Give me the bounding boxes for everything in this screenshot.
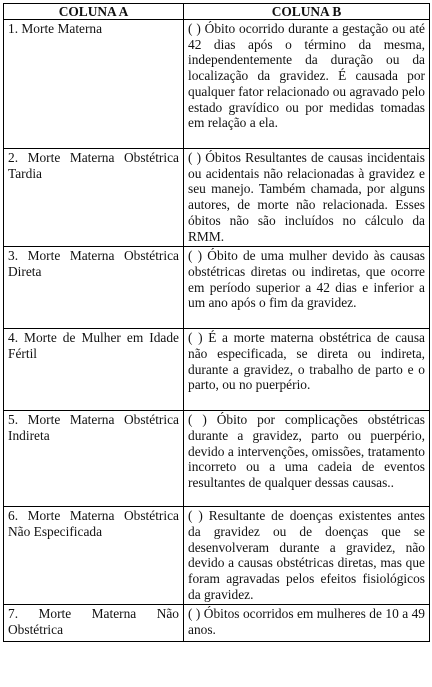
table-row [4,605,430,642]
column-a-term: 1. Morte Materna [4,20,184,149]
table-row [4,411,430,507]
column-b-header: COLUNA B [184,4,430,20]
table-row [4,329,430,411]
column-b-definition: ( ) Óbitos ocorridos em mulheres de 10 a 49 anos. [184,605,430,642]
column-b-definition: ( ) Óbitos Resultantes de causas incidentais ou acidentais não relacionadas à gravidez e seu manejo. Também chamada, por alguns autores, de morte não relacionada. Esses óbitos não são incluídos no cálculo da RMM. [184,149,430,247]
column-b-definition: ( ) Óbito de uma mulher devido às causas obstétricas diretas ou indiretas, que ocorre em período superior a 42 dias e inferior a um ano após o fim da gravidez. [184,247,430,329]
column-b-definition: ( ) É a morte materna obstétrica de causa não especificada, se direta ou indireta, durante a gravidez, o trabalho de parto e o parto, ou no puerpério. [184,329,430,411]
column-a-term: 6. Morte Materna Obstétrica Não Especificada [4,507,184,605]
column-a-term: 7. Morte Materna Não Obstétrica [4,605,184,642]
column-a-term: 5. Morte Materna Obstétrica Indireta [4,411,184,507]
column-a-term: 3. Morte Materna Obstétrica Direta [4,247,184,329]
matching-table [3,3,430,642]
table-row [4,507,430,605]
table-row [4,20,430,149]
table-row [4,247,430,329]
column-a-term: 4. Morte de Mulher em Idade Fértil [4,329,184,411]
column-a-term: 2. Morte Materna Obstétrica Tardia [4,149,184,247]
column-a-header: COLUNA A [4,4,184,20]
column-b-definition: ( ) Óbito por complicações obstétricas durante a gravidez, parto ou puerpério, devido a intervenções, omissões, tratamento incorreto ou a uma cadeia de eventos resultantes de qualquer dessas causas.. [184,411,430,507]
column-b-definition: ( ) Resultante de doenças existentes antes da gravidez ou de doenças que se desenvolveram durante a gravidez, não devido a causas obstétricas diretas, mas que foram agravadas pelos efeitos fisiológicos da gravidez. [184,507,430,605]
table-header-row [4,4,430,20]
table-row [4,149,430,247]
column-b-definition: ( ) Óbito ocorrido durante a gestação ou até 42 dias após o término da mesma, independentemente da duração ou da localização da gravidez. É causada por qualquer fator relacionado ou agravado pelo estado gravídico ou por medidas tomadas em relação a ela. [184,20,430,149]
